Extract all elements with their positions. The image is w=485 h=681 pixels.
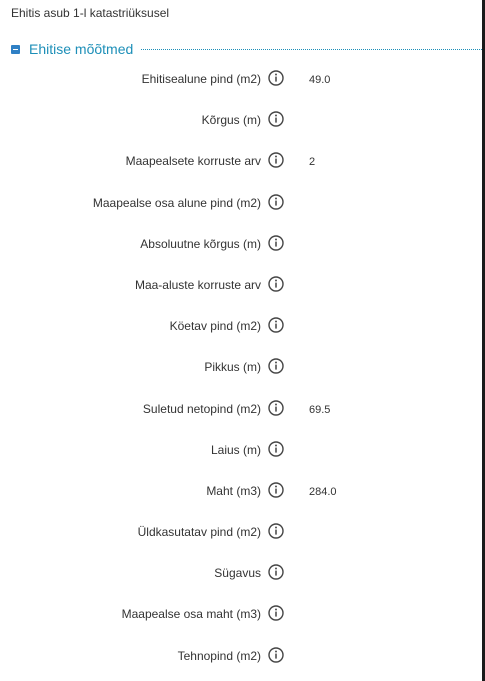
dimension-row — [0, 306, 482, 347]
dimension-label: Laius (m) — [210, 442, 261, 457]
dimension-label: Sügavus — [214, 566, 261, 581]
info-icon[interactable] — [268, 194, 284, 210]
dimension-row — [0, 59, 482, 100]
dimension-label: Kõrgus (m) — [201, 113, 261, 128]
info-icon[interactable] — [268, 482, 284, 498]
info-icon[interactable] — [268, 400, 284, 416]
dimension-row — [0, 100, 482, 141]
dimension-label: Suletud netopind (m2) — [142, 401, 261, 416]
info-icon[interactable] — [268, 70, 284, 86]
dimension-row — [0, 183, 482, 224]
dimension-value: 2 — [309, 156, 316, 169]
section-header-ehitise-mootmed[interactable] — [11, 40, 482, 58]
dimension-row — [0, 553, 482, 594]
dimension-label: Köetav pind (m2) — [169, 319, 261, 334]
info-icon[interactable] — [268, 523, 284, 539]
dimension-row — [0, 636, 482, 677]
dimension-label: Ehitisealune pind (m2) — [141, 72, 261, 86]
dimension-row — [0, 512, 482, 553]
dimension-row — [0, 594, 482, 635]
dimension-label: Maa-aluste korruste arv — [134, 277, 261, 292]
info-icon[interactable] — [268, 358, 284, 374]
dimension-label: Maapealse osa alune pind (m2) — [92, 195, 261, 210]
dimension-label: Maht (m3) — [206, 483, 261, 498]
dimension-row — [0, 471, 482, 512]
info-icon[interactable] — [268, 276, 284, 292]
dimensions-list — [0, 59, 482, 677]
dimension-row — [0, 141, 482, 182]
info-icon[interactable] — [268, 605, 284, 621]
dimension-value: 284.0 — [309, 485, 337, 498]
dimension-label: Maapealsete korruste arv — [125, 154, 261, 169]
dimension-label: Üldkasutatav pind (m2) — [137, 525, 261, 540]
dimension-row — [0, 430, 482, 471]
dimension-row — [0, 265, 482, 306]
dimension-row — [0, 389, 482, 430]
info-icon[interactable] — [268, 111, 284, 127]
info-icon[interactable] — [268, 317, 284, 333]
dimension-label: Tehnopind (m2) — [177, 648, 261, 663]
dimension-label: Absoluutne kõrgus (m) — [140, 236, 261, 251]
dimension-value: 69.5 — [309, 403, 331, 416]
info-icon[interactable] — [268, 441, 284, 457]
info-icon[interactable] — [268, 235, 284, 251]
cadastral-note: Ehitis asub 1-l katastriüksusel — [11, 6, 170, 20]
info-icon[interactable] — [268, 564, 284, 580]
dimension-label: Maapealse osa maht (m3) — [121, 607, 261, 622]
info-icon[interactable] — [268, 647, 284, 663]
section-title: Ehitise mõõtmed — [29, 41, 134, 57]
info-icon[interactable] — [268, 152, 284, 168]
dimension-value: 49.0 — [309, 74, 331, 86]
dimension-row — [0, 224, 482, 265]
dimension-label: Pikkus (m) — [204, 360, 261, 375]
dimension-row — [0, 347, 482, 388]
section-divider — [141, 49, 482, 50]
collapse-minus-icon[interactable] — [11, 45, 20, 54]
